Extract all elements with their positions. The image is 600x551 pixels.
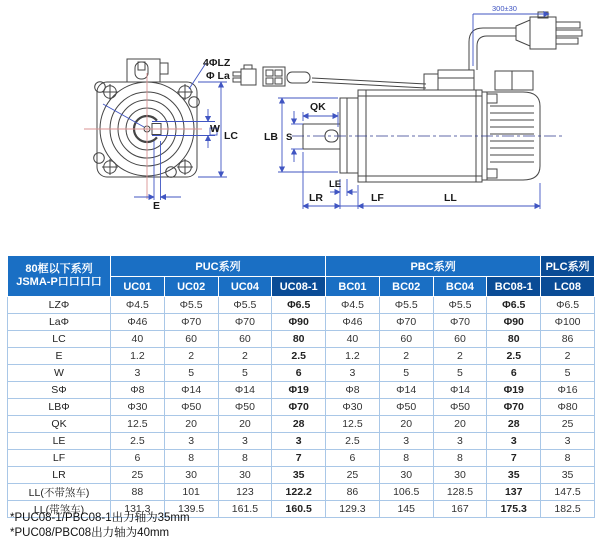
label-lr: LR bbox=[309, 192, 323, 204]
spec-cell: 101 bbox=[164, 484, 218, 501]
spec-cell: 2 bbox=[379, 348, 433, 365]
spec-cell: 2.5 bbox=[272, 348, 326, 365]
table-row bbox=[8, 450, 595, 467]
rear-ribs bbox=[490, 106, 534, 162]
row-label: SΦ bbox=[8, 382, 111, 399]
spec-cell: 3 bbox=[326, 365, 380, 382]
spec-cell: 28 bbox=[272, 416, 326, 433]
spec-cell: 12.5 bbox=[326, 416, 380, 433]
terminal-block-icon bbox=[127, 59, 168, 82]
spec-cell: Φ5.5 bbox=[218, 297, 272, 314]
motor-dimension-drawing bbox=[0, 0, 600, 252]
model-header: BC01 bbox=[326, 277, 380, 297]
spec-cell: 5 bbox=[379, 365, 433, 382]
table-row bbox=[8, 382, 595, 399]
spec-cell: 60 bbox=[164, 331, 218, 348]
power-connector-icon bbox=[516, 12, 582, 49]
spec-cell: 1.2 bbox=[326, 348, 380, 365]
footnotes bbox=[10, 511, 190, 541]
flange-side bbox=[340, 98, 358, 173]
model-header: BC08-1 bbox=[487, 277, 541, 297]
spec-cell: Φ19 bbox=[272, 382, 326, 399]
spec-cell: Φ5.5 bbox=[164, 297, 218, 314]
spec-cell: 161.5 bbox=[218, 501, 272, 518]
spec-cell: 3 bbox=[433, 433, 487, 450]
spec-cell: 8 bbox=[164, 450, 218, 467]
spec-cell: 128.5 bbox=[433, 484, 487, 501]
mounting-screw-icon bbox=[102, 84, 193, 175]
label-4lz: 4ΦLZ bbox=[203, 57, 231, 69]
spec-cell: 80 bbox=[272, 331, 326, 348]
spec-cell: 80 bbox=[487, 331, 541, 348]
series-group-header: PBC系列 bbox=[326, 256, 541, 277]
label-lb: LB bbox=[264, 131, 278, 143]
row-label: LaΦ bbox=[8, 314, 111, 331]
spec-cell: 5 bbox=[164, 365, 218, 382]
spec-cell: Φ80 bbox=[541, 399, 595, 416]
spec-cell: 28 bbox=[487, 416, 541, 433]
front-view-dimensions bbox=[103, 63, 227, 200]
table-row bbox=[8, 399, 595, 416]
spec-cell: 160.5 bbox=[272, 501, 326, 518]
row-label: E bbox=[8, 348, 111, 365]
spec-cell: Φ14 bbox=[218, 382, 272, 399]
spec-cell: 7 bbox=[487, 450, 541, 467]
spec-table-body bbox=[8, 297, 595, 518]
row-label: LC bbox=[8, 331, 111, 348]
spec-table-wrap bbox=[7, 255, 595, 518]
plug-icon bbox=[241, 69, 256, 85]
spec-cell: Φ6.5 bbox=[487, 297, 541, 314]
model-header: LC08 bbox=[541, 277, 595, 297]
spec-cell: Φ8 bbox=[111, 382, 165, 399]
spec-cell: 8 bbox=[433, 450, 487, 467]
model-header: UC01 bbox=[111, 277, 165, 297]
spec-cell: 6 bbox=[487, 365, 541, 382]
spec-cell: 5 bbox=[433, 365, 487, 382]
spec-cell: 3 bbox=[379, 433, 433, 450]
spec-cell: 2.5 bbox=[487, 348, 541, 365]
label-le: LE bbox=[329, 179, 342, 190]
side-view bbox=[233, 12, 582, 182]
label-cable-length: 300±30 bbox=[492, 4, 517, 13]
spec-cell: 2 bbox=[541, 348, 595, 365]
label-w: W bbox=[210, 123, 220, 135]
spec-cell: 20 bbox=[218, 416, 272, 433]
spec-cell: 147.5 bbox=[541, 484, 595, 501]
spec-cell: 8 bbox=[541, 450, 595, 467]
spec-cell: Φ14 bbox=[379, 382, 433, 399]
spec-cell: 3 bbox=[218, 433, 272, 450]
spec-cell: 1.2 bbox=[111, 348, 165, 365]
spec-cell: 139.5 bbox=[164, 501, 218, 518]
model-header: BC04 bbox=[433, 277, 487, 297]
series-group-header: PUC系列 bbox=[111, 256, 326, 277]
spec-cell: 20 bbox=[379, 416, 433, 433]
spec-cell: 35 bbox=[487, 467, 541, 484]
row-label: LZΦ bbox=[8, 297, 111, 314]
power-cable bbox=[469, 28, 516, 70]
table-row bbox=[8, 365, 595, 382]
spec-cell: Φ19 bbox=[487, 382, 541, 399]
label-qk: QK bbox=[310, 101, 326, 113]
label-lc: LC bbox=[224, 130, 238, 142]
spec-cell: 6 bbox=[111, 450, 165, 467]
spec-cell: 60 bbox=[379, 331, 433, 348]
series-group-header: PLC系列 bbox=[541, 256, 595, 277]
spec-cell: Φ50 bbox=[379, 399, 433, 416]
spec-cell: 7 bbox=[272, 450, 326, 467]
spec-cell: 20 bbox=[433, 416, 487, 433]
spec-cell: Φ50 bbox=[164, 399, 218, 416]
table-row bbox=[8, 331, 595, 348]
model-header: UC02 bbox=[164, 277, 218, 297]
corner-header: 80框以下系列 JSMA-P口口口口 bbox=[8, 256, 111, 297]
spec-cell: Φ5.5 bbox=[433, 297, 487, 314]
spec-cell: 5 bbox=[218, 365, 272, 382]
table-row bbox=[8, 297, 595, 314]
spec-cell: 60 bbox=[218, 331, 272, 348]
spec-cell: 8 bbox=[218, 450, 272, 467]
spec-cell: Φ70 bbox=[272, 399, 326, 416]
label-lf: LF bbox=[371, 192, 384, 204]
spec-cell: 3 bbox=[541, 433, 595, 450]
table-row bbox=[8, 416, 595, 433]
spec-cell: 6 bbox=[272, 365, 326, 382]
spec-cell: 167 bbox=[433, 501, 487, 518]
spec-cell: 129.3 bbox=[326, 501, 380, 518]
row-label: LR bbox=[8, 467, 111, 484]
spec-cell: Φ4.5 bbox=[111, 297, 165, 314]
spec-cell: 60 bbox=[433, 331, 487, 348]
spec-cell: 145 bbox=[379, 501, 433, 518]
spec-cell: Φ14 bbox=[433, 382, 487, 399]
spec-cell: 175.3 bbox=[487, 501, 541, 518]
spec-cell: Φ30 bbox=[111, 399, 165, 416]
front-view bbox=[94, 59, 200, 177]
spec-cell: Φ6.5 bbox=[541, 297, 595, 314]
spec-cell: 25 bbox=[111, 467, 165, 484]
spec-cell: Φ70 bbox=[433, 314, 487, 331]
spec-cell: Φ50 bbox=[433, 399, 487, 416]
label-e: E bbox=[153, 200, 161, 212]
spec-cell: 40 bbox=[111, 331, 165, 348]
table-row bbox=[8, 348, 595, 365]
footnote-2: *PUC08/PBC08出力轴为40mm bbox=[10, 527, 170, 539]
spec-cell: Φ70 bbox=[487, 399, 541, 416]
spec-cell: 2 bbox=[218, 348, 272, 365]
table-row bbox=[8, 484, 595, 501]
model-header: UC04 bbox=[218, 277, 272, 297]
spec-cell: 35 bbox=[272, 467, 326, 484]
spec-cell: Φ4.5 bbox=[326, 297, 380, 314]
spec-cell: Φ90 bbox=[487, 314, 541, 331]
spec-cell: 3 bbox=[272, 433, 326, 450]
row-label: LL(不带煞车) bbox=[8, 484, 111, 501]
spec-cell: 3 bbox=[164, 433, 218, 450]
spec-cell: 12.5 bbox=[111, 416, 165, 433]
spec-cell: 122.2 bbox=[272, 484, 326, 501]
model-header: BC02 bbox=[379, 277, 433, 297]
spec-cell: 3 bbox=[111, 365, 165, 382]
row-label: QK bbox=[8, 416, 111, 433]
spec-cell: 25 bbox=[326, 467, 380, 484]
label-s: S bbox=[286, 132, 293, 143]
row-label: W bbox=[8, 365, 111, 382]
spec-cell: 106.5 bbox=[379, 484, 433, 501]
spec-cell: 123 bbox=[218, 484, 272, 501]
spec-cell: Φ30 bbox=[326, 399, 380, 416]
row-label: LF bbox=[8, 450, 111, 467]
spec-cell: 131.3 bbox=[111, 501, 165, 518]
model-header: UC08-1 bbox=[272, 277, 326, 297]
spec-cell: Φ14 bbox=[164, 382, 218, 399]
label-la: Φ La bbox=[206, 70, 230, 82]
spec-cell: 30 bbox=[379, 467, 433, 484]
shaft-outline bbox=[303, 124, 340, 149]
spec-cell: 137 bbox=[487, 484, 541, 501]
spec-cell: 3 bbox=[487, 433, 541, 450]
spec-cell: 88 bbox=[111, 484, 165, 501]
row-label: LE bbox=[8, 433, 111, 450]
spec-cell: 35 bbox=[541, 467, 595, 484]
spec-cell: 2.5 bbox=[326, 433, 380, 450]
spec-cell: Φ5.5 bbox=[379, 297, 433, 314]
row-label: LL(带煞车) bbox=[8, 501, 111, 518]
spec-cell: 2 bbox=[164, 348, 218, 365]
spec-cell: Φ70 bbox=[164, 314, 218, 331]
spec-cell: Φ70 bbox=[218, 314, 272, 331]
spec-cell: 6 bbox=[326, 450, 380, 467]
table-row bbox=[8, 467, 595, 484]
spec-cell: Φ6.5 bbox=[272, 297, 326, 314]
spec-cell: Φ16 bbox=[541, 382, 595, 399]
table-row bbox=[8, 433, 595, 450]
spec-cell: 30 bbox=[433, 467, 487, 484]
spec-cell: 86 bbox=[541, 331, 595, 348]
spec-cell: 8 bbox=[379, 450, 433, 467]
spec-cell: Φ50 bbox=[218, 399, 272, 416]
spec-cell: 30 bbox=[164, 467, 218, 484]
spec-cell: 2.5 bbox=[111, 433, 165, 450]
label-ll: LL bbox=[444, 192, 457, 204]
spec-cell: 30 bbox=[218, 467, 272, 484]
spec-cell: Φ46 bbox=[111, 314, 165, 331]
spec-cell: 86 bbox=[326, 484, 380, 501]
spec-cell: Φ90 bbox=[272, 314, 326, 331]
encoder-cable bbox=[233, 65, 426, 88]
spec-cell: Φ100 bbox=[541, 314, 595, 331]
spec-table bbox=[7, 255, 595, 518]
spec-cell: 2 bbox=[433, 348, 487, 365]
table-row bbox=[8, 314, 595, 331]
spec-cell: Φ8 bbox=[326, 382, 380, 399]
spec-cell: 5 bbox=[541, 365, 595, 382]
spec-cell: 40 bbox=[326, 331, 380, 348]
spec-cell: Φ70 bbox=[379, 314, 433, 331]
footnote-1: *PUC08-1/PBC08-1出力轴为35mm bbox=[10, 512, 190, 524]
spec-cell: 182.5 bbox=[541, 501, 595, 518]
row-label: LBΦ bbox=[8, 399, 111, 416]
spec-cell: 20 bbox=[164, 416, 218, 433]
spec-cell: 25 bbox=[541, 416, 595, 433]
spec-table-head bbox=[8, 256, 595, 297]
spec-cell: Φ46 bbox=[326, 314, 380, 331]
